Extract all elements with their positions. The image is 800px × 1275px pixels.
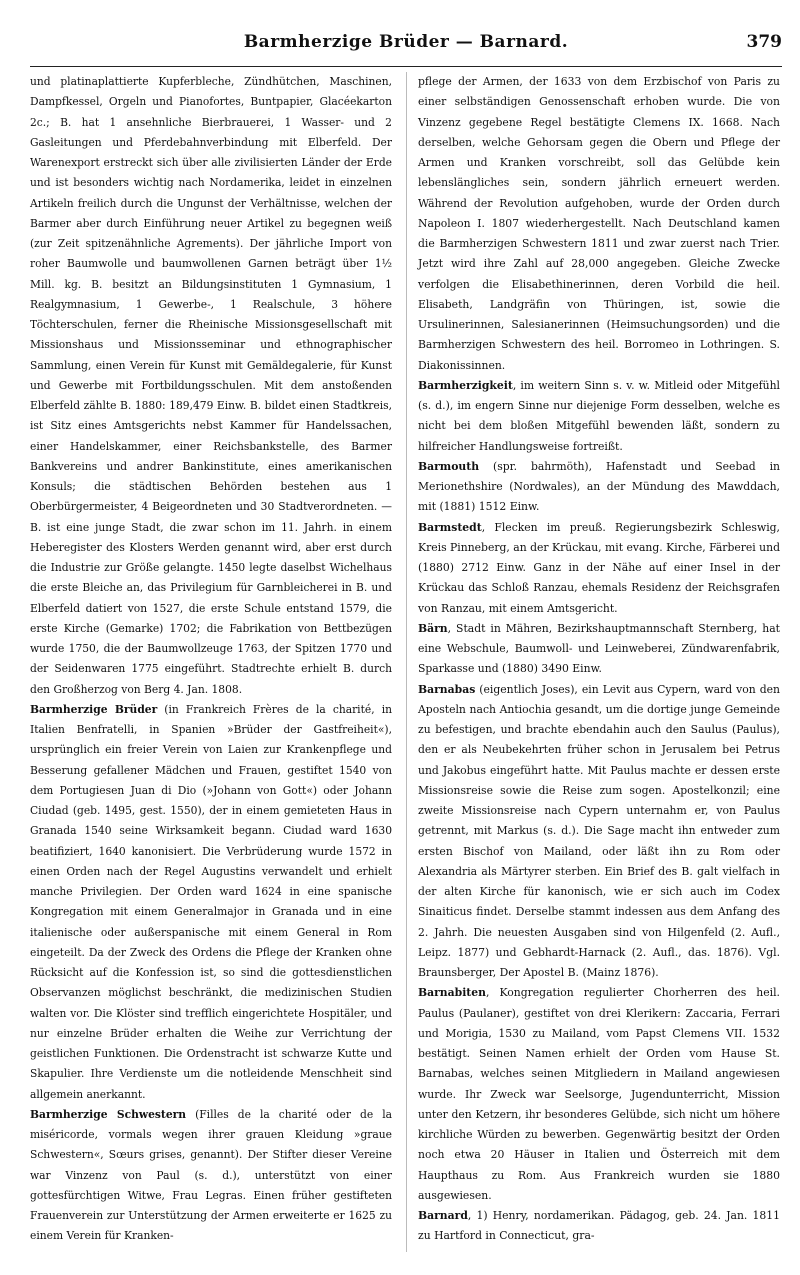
entry-lemma: Barmherzige Schwestern <box>30 1107 187 1121</box>
entry <box>418 1206 780 1247</box>
entry-text: (eigentlich Joses), ein Levit aus Cypern, ward von den Aposteln nach Antiochia gesandt, um die dortige junge Gemeinde zu befestigen, und brachte ebendahin auch den Saulus (Paulus), den er als Neubekehrten früher schon in Jerusalem bei Petrus und Jakobus eingeführt hatte. Mit Paulus machte er dessen erste Missionsreise sowie die Reise zum sogen. Apostelkonzil; eine zweite Missionsreise nach Cypern unternahm er, von Paulus getrennt, mit Markus (s. d.). Die Sage macht ihn entweder zum ersten Bischof von Mailand, oder läßt ihn zu Rom oder Alexandria als Märtyrer sterben. Ein Brief des B. galt vielfach in der alten Kirche für kanonisch, wie er sich auch im Codex Sinaiticus findet. Derselbe stammt indessen aus dem Anfang des 2. Jahrh. Die neuesten Ausgaben sind von Hilgenfeld (2. Aufl., Leipz. 1877) und Gebhardt-Harnack (2. Aufl., das. 1876). Vgl. Braunsberger, Der Apostel B. (Mainz 1876). <box>418 682 780 979</box>
entry-text: (Filles de la charité oder de la miséricorde, vormals wegen ihrer grauen Kleidung »graue Schwestern«, Sœurs grises, genannt). Der Stifter dieser Vereine war Vinzenz von Paul (s. d.), unterstützt von einer gottesfürchtigen Witwe, Frau Legras. Einen früher gestifteten Frauenverein zur Unterstützung der Armen erweiterte er 1625 zu einem Verein für Kranken- <box>30 1107 392 1243</box>
entry <box>30 1105 392 1247</box>
dictionary-page <box>30 0 782 1275</box>
entry-lemma: Barmherzigkeit <box>418 378 513 392</box>
entry-text: , Stadt in Mähren, Bezirkshauptmannschaft Sternberg, hat eine Webschule, Baumwoll- und Leinweberei, Zündwarenfabrik, Sparkasse und (1880) 3490 Einw. <box>418 621 780 676</box>
entry-text: (in Frankreich Frères de la charité, in Italien Benfratelli, in Spanien »Brüder der Gastfreiheit«), ursprünglich ein freier Verein von Laien zur Krankenpflege und Besserung gefallener Mädchen und Frauen, gestiftet 1540 von dem Portugiesen Juan di Dio (»Johann von Gott«) oder Johann Ciudad (geb. 1495, gest. 1550), der in einem gemieteten Haus in Granada 1540 seine Wirksamkeit begann. Ciudad ward 1630 beatifiziert, 1640 kanonisiert. Die Verbrüderung wurde 1572 in einen Orden nach der Regel Augustins verwandelt und erhielt manche Privilegien. Der Orden ward 1624 in eine spanische Kongregation mit einem Generalmajor in Granada und in eine italienische oder außerspanische mit einem General in Rom eingeteilt. Da der Zweck des Ordens die Pflege der Kranken ohne Rücksicht auf die Konfession ist, so sind die gottesdienstlichen Observanzen möglichst beschränkt, die medizinischen Studien walten vor. Die Klöster sind trefflich eingerichtete Hospitäler, und nur einzelne Brüder erhalten die Weihe zur Verrichtung der geistlichen Funktionen. Die Ordenstracht ist schwarze Kutte und Skapulier. Ihre Verdienste um die notleidende Menschheit sind allgemein anerkannt. <box>30 702 392 1101</box>
running-head: Barmherzige Brüder — Barnard. <box>243 32 569 52</box>
right-column <box>418 72 780 1247</box>
entry <box>418 619 780 680</box>
entry-text: und platinaplattierte Kupferbleche, Zündhütchen, Maschinen, Dampfkessel, Orgeln und Pianofortes, Buntpapier, Glacéekarton 2c.; B. hat 1 ansehnliche Bierbrauerei, 1 Wasser- und 2 Gasleitungen und Pferdebahnverbindung mit Elberfeld. Der Warenexport erstreckt sich über alle zivilisierten Länder der Erde und ist besonders wichtig nach Nordamerika, leidet in einzelnen Artikeln freilich durch die Ungunst der Verhältnisse, welchen der Barmer aber durch Einführung neuer Artikel zu begegnen weiß (zur Zeit spitzenähnliche Agrements). Der jährliche Import von roher Baumwolle und baumwollenen Garnen beträgt über 1½ Mill. kg. B. besitzt an Bildungsinstituten 1 Gymnasium, 1 Realgymnasium, 1 Gewerbe-, 1 Realschule, 3 höhere Töchterschulen, ferner die Rheinische Missionsgesellschaft mit Missionshaus und Missionsseminar und ethnographischer Sammlung, einen Verein für Kunst mit Gemäldegalerie, für Kunst und Gewerbe mit Fortbildungsschulen. Mit dem anstoßenden Elberfeld zählte B. 1880: 189,479 Einw. B. bildet einen Stadtkreis, ist Sitz eines Amtsgerichts nebst Kammer für Handelssachen, einer Handelskammer, einer Reichsbankstelle, des Barmer Bankvereins und andrer Bankinstitute, eines amerikanischen Konsuls; die städtischen Behörden bestehen aus 1 Oberbürgermeister, 4 Beigeordneten und 30 Stadtverordneten. — B. ist eine junge Stadt, die zwar schon im 11. Jahrh. in einem Heberegister des Klosters Werden genannt wird, aber erst durch die Industrie zur Größe gelangte. 1450 legte daselbst Wichelhaus die erste Bleiche an, das Privilegium für Garnbleicherei in B. und Elberfeld datiert von 1527, die erste Schule entstand 1579, die erste Kirche (Gemarke) 1702; die Fabrikation von Bettbezügen wurde 1750, die der Baumwollzeuge 1763, der Spitzen 1770 und der Seidenwaren 1775 eingeführt. Stadtrechte erhielt B. durch den Großherzog von Berg 4. Jan. 1808. <box>30 75 392 696</box>
entry <box>418 983 780 1206</box>
entry-text: , Kongregation regulierter Chorherren des heil. Paulus (Paulaner), gestiftet von drei Klerikern: Zaccaria, Ferrari und Morigia, 1530 zu Mailand, vom Papst Clemens VII. 1532 bestätigt. Seinen Namen erhielt der Orden vom Hause St. Barnabas, welches seinen Mitgliedern in Mailand angewiesen wurde. Ihr Zweck war Seelsorge, Jugendunterricht, Mission unter den Ketzern, ihr besonderes Gelübde, sich nicht um höhere kirchliche Würden zu bewerben. Gegenwärtig besitzt der Orden noch etwa 20 Häuser in Italien und Österreich mit dem Haupthaus zu Rom. Aus Frankreich wurden sie 1880 ausgewiesen. <box>418 986 780 1202</box>
entry-text: , im weitern Sinn s. v. w. Mitleid oder Mitgefühl (s. d.), im engern Sinne nur diejenige Form desselben, welche es nicht bei dem bloßen Mitgefühl bewenden läßt, sondern zu hilfreicher Handlungsweise fortreißt. <box>418 378 780 453</box>
page-header <box>30 30 782 60</box>
entry-text: , Flecken im preuß. Regierungsbezirk Schleswig, Kreis Pinneberg, an der Krückau, mit evang. Kirche, Färberei und (1880) 2712 Einw. Ganz in der Nähe auf einer Insel in der Krückau das Schloß Ranzau, ehemals Residenz der Reichsgrafen von Ranzau, mit einem Amtsgericht. <box>418 520 781 615</box>
header-rule <box>30 66 782 67</box>
page-number: 379 <box>746 32 782 52</box>
entry-continuation <box>30 72 392 700</box>
entry-text: pflege der Armen, der 1633 von dem Erzbischof von Paris zu einer selbständigen Genossenschaft erhoben wurde. Die von Vinzenz gegebene Regel bestätigte Clemens IX. 1668. Nach derselben, welche Gehorsam gegen die Obern und Pflege der Armen und Kranken vorschreibt, soll das Gelübde kein lebenslängliches sein, sondern jährlich erneuert werden. Während der Revolution aufgehoben, wurde der Orden durch Napoleon I. 1807 wiederhergestellt. Nach Deutschland kamen die Barmherzigen Schwestern 1811 und zwar zuerst nach Trier. Jetzt wird ihre Zahl auf 28,000 angegeben. Gleiche Zwecke verfolgen die Elisabethinerinnen, deren Vorbild die heil. Elisabeth, Landgräfin von Thüringen, ist, sowie die Ursulinerinnen, Salesianerinnen (Heimsuchungsorden) und die Barmherzigen Schwestern des heil. Borromeo in Lothringen. S. Diakonissinnen. <box>418 75 780 372</box>
entry-lemma: Barnabas <box>418 682 476 696</box>
entry-continuation <box>418 72 780 376</box>
entry-lemma: Barmouth <box>418 459 480 473</box>
entry-lemma: Barmherzige Brüder <box>30 702 158 716</box>
entry <box>418 680 780 984</box>
column-divider <box>406 72 407 1252</box>
entry-lemma: Barnard <box>418 1209 468 1222</box>
entry-text: (spr. bahrmöth), Hafenstadt und Seebad in Merionethshire (Nordwales), an der Mündung des Mawddach, mit (1881) 1512 Einw. <box>418 459 780 514</box>
entry-lemma: Barnabiten <box>418 986 487 1000</box>
entry-text: , 1) Henry, nordamerikan. Pädagog, geb. 24. Jan. 1811 zu Hartford in Connecticut, gra- <box>418 1209 780 1243</box>
entry <box>418 376 780 457</box>
entry-lemma: Bärn <box>418 621 448 635</box>
entry-lemma: Barmstedt <box>418 520 482 534</box>
left-column <box>30 72 392 1247</box>
entry <box>418 457 780 518</box>
entry <box>418 518 780 619</box>
entry <box>30 700 392 1105</box>
